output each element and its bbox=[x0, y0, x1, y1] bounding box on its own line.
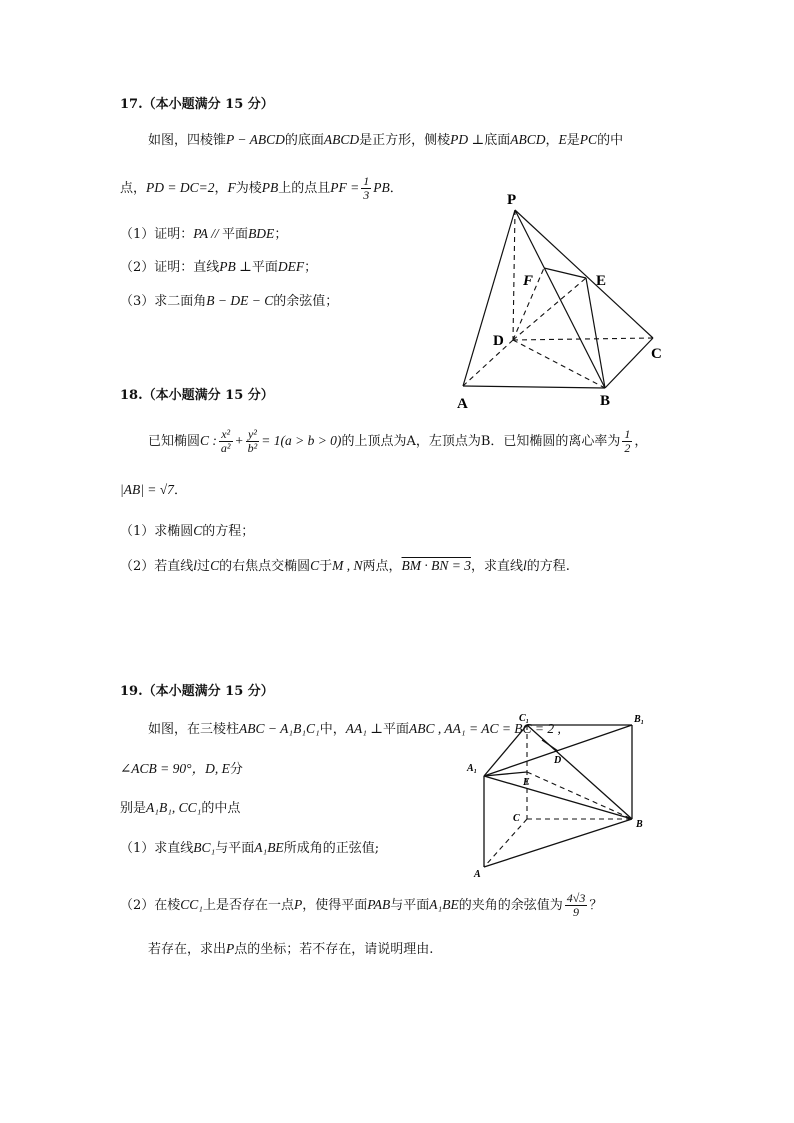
edge-AB bbox=[463, 386, 605, 388]
label-B: B bbox=[600, 393, 611, 409]
edge-DA bbox=[463, 340, 513, 386]
label-E: E bbox=[596, 273, 607, 289]
q19-subquestion-1: （1）求直线BC₁与平面A₁BE所成角的正弦值; bbox=[120, 840, 380, 856]
edge-DB bbox=[513, 340, 605, 388]
q18-header: 18.（本小题满分 15 分） bbox=[120, 388, 274, 403]
q19-subquestion-2-cont: 若存在，求出P点的坐标；若不存在，请说明理由. bbox=[148, 941, 434, 957]
edge-A1B bbox=[484, 776, 632, 819]
edge-PC bbox=[515, 210, 653, 338]
q18-subquestion-2: （2）若直线l过C的右焦点交椭圆C于M , N两点，BM · BN = 3，求直线l的方程. bbox=[120, 558, 570, 574]
fraction-one-third: $\frac{1}{3}$ bbox=[363, 174, 370, 202]
q19-statement-line2: ∠ACB = 90°，D, E分 bbox=[120, 761, 243, 777]
label-E: E bbox=[523, 777, 530, 788]
q18-subquestion-1: （1）求椭圆C的方程； bbox=[120, 523, 255, 539]
label-B1: B₁ bbox=[634, 714, 645, 725]
edge-PD bbox=[513, 210, 515, 340]
label-A: A bbox=[474, 869, 481, 880]
label-B: B bbox=[636, 819, 643, 830]
edge-DC bbox=[513, 338, 653, 340]
edge-PA bbox=[463, 210, 515, 386]
label-C1: C₁ bbox=[519, 713, 530, 724]
fraction-one-half: $\frac{1}{2}$ bbox=[624, 427, 631, 455]
pyramid-figure bbox=[450, 188, 680, 413]
edge-C1B bbox=[527, 725, 632, 819]
q17-subquestion-2: （2）证明：直线PB ⊥平面DEF； bbox=[120, 259, 318, 275]
label-C: C bbox=[513, 813, 520, 824]
label-A1: A₁ bbox=[467, 763, 478, 774]
q19-subquestion-2: （2）在棱CC₁上是否存在一点P，使得平面PAB与平面A₁BE的夹角的余弦值为 $\frac{4√3}{9}$ ？ bbox=[120, 891, 603, 919]
fraction-4root3-over-9: $\frac{4√3}{9}$ bbox=[566, 891, 586, 919]
label-D: D bbox=[554, 755, 562, 766]
prism-figure bbox=[462, 705, 662, 880]
q18-statement-line2: |AB| = √7． bbox=[120, 482, 187, 498]
label-C: C bbox=[651, 346, 662, 362]
edge-EB bbox=[527, 772, 632, 819]
edge-EB bbox=[586, 278, 605, 388]
q17-header: 17.（本小题满分 15 分） bbox=[120, 97, 274, 112]
label-P: P bbox=[507, 192, 517, 208]
label-D: D bbox=[493, 333, 504, 349]
q19-statement-line1: 如图，在三棱柱ABC − A₁B₁C₁中，AA₁ ⊥平面ABC , AA₁ = AC = BC = 2 , bbox=[148, 721, 561, 737]
fraction-x2-a2: $\frac{\text{x²}}{\text{a²}}$ bbox=[220, 427, 231, 455]
fraction-y2-b2: $\frac{\text{y²}}{\text{b²}}$ bbox=[247, 427, 258, 455]
edge-CD-stub bbox=[542, 740, 558, 751]
q17-statement-line2: 点，PD = DC=2，F为棱PB上的点且PF = $\frac{1}{3}$ PB． bbox=[120, 174, 403, 202]
q17-subquestion-1: （1）证明：PA // 平面BDE； bbox=[120, 226, 288, 242]
q19-header: 19.（本小题满分 15 分） bbox=[120, 684, 274, 699]
q17-statement-line1: 如图，四棱锥P − ABCD的底面ABCD是正方形，侧棱PD ⊥底面ABCD，E是PC的中 bbox=[148, 132, 624, 148]
q19-statement-line3: 别是A₁B₁, CC₁的中点 bbox=[120, 800, 241, 816]
q18-statement-line1: 已知椭圆C : $\frac{\text{x²}}{\text{a²}}$ + $\frac{\text{y²}}{\text{b²}}$ = 1(a > b > 0)的上顶点为A，左顶点为B．已知椭圆的离心率为 $\frac{1}{2}$ ， bbox=[148, 427, 648, 455]
edge-PB bbox=[515, 210, 605, 388]
q17-subquestion-3: （3）求二面角B − DE − C的余弦值； bbox=[120, 293, 339, 309]
edge-BC bbox=[605, 338, 653, 388]
label-A: A bbox=[457, 396, 468, 412]
label-F: F bbox=[523, 273, 534, 289]
